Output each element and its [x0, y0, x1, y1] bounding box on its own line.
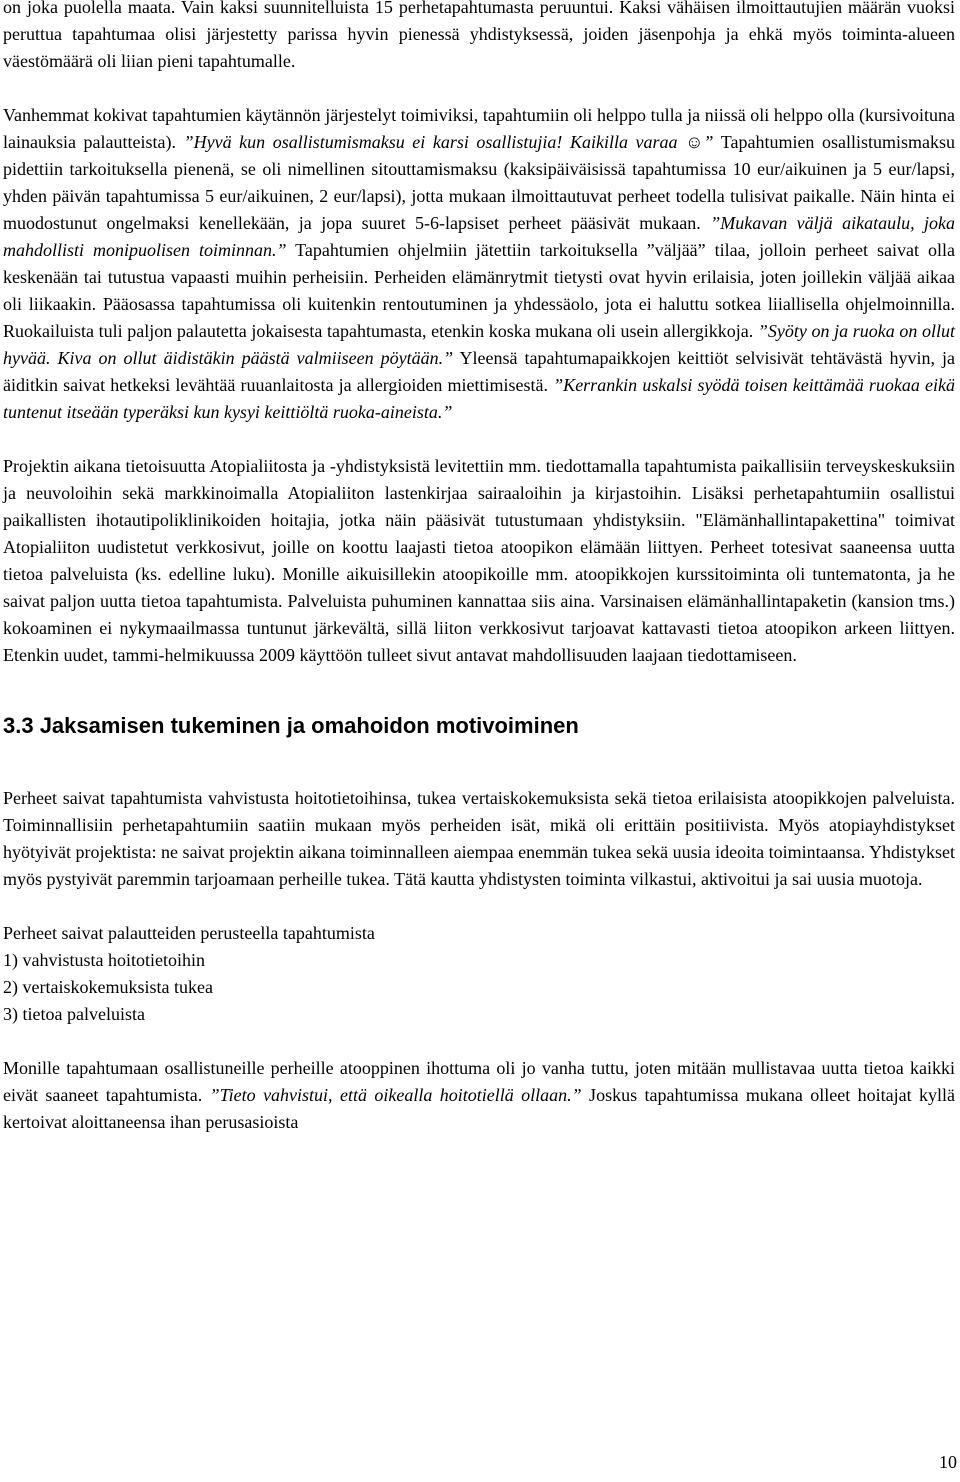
feedback-list	[3, 920, 955, 1028]
feedback-quote: ”Tieto vahvistui, että oikealla hoitotiellä ollaan.”	[209, 1085, 582, 1105]
paragraph-text: Joskus tapahtumissa mukana olleet hoitajat kyllä kertoivat aloittaneensa ihan perusasioista	[3, 1085, 956, 1132]
paragraph-text: Projektin aikana tietoisuutta Atopialiitosta ja -yhdistyksistä levitettiin mm. tiedottamalla tapahtumista paikallisiin terveyskeskuksiin ja neuvoloihin sekä markkinoimalla Atopialiiton lastenkirjaa sairaaloihin ja kirjastoihin. Lisäksi perhetapahtumiin osallistui paikallisten ihotautipoliklinikoiden hoitajia, jotka näin pääsivät tutustumaan yhdistyksiin. "Elämänhallintapakettina" toimivat Atopialiiton uudistetut verkkosivut, joille on koottu laajasti tietoa atoopikon elämään liittyen. Perheet totesivat saaneensa uutta tietoa palveluista (ks. edelline luku). Monille aikuisillekin atoopikoille mm. atoopikkojen kurssitoiminta oli tuntematonta, ja he saivat paljon uutta tietoa tapahtumista. Palveluista puhuminen kannattaa siis aina. Varsinaisen elämänhallintapaketin (kansion tms.) kokoaminen ei nykymaailmassa tuntunut järkevältä, sillä liiton verkkosivut tarjoavat kattavasti tietoa atoopikon arkeen liittyen. Etenkin uudet, tammi-helmikuussa 2009 käyttöön tulleet sivut antavat mahdollisuuden laajaan tiedottamiseen.	[3, 456, 955, 665]
paragraph-intro	[3, 0, 955, 75]
paragraph-text: Tapahtumien osallistumismaksu pidettiin tarkoituksella pienenä, se oli nimellinen sitouttamismaksu (kaksipäiväisissä tapahtumissa 10 eur/aikuinen ja 5 eur/lapsi, yhden päivän tapahtumissa 5 eur/aikuinen, 2 eur/lapsi), jotta mukaan ilmoittautuvat perheet todella tulisivat paikalle. Näin hinta ei muodostunut ongelmaksi kenellekään, ja jopa suuret 5-6-lapsiset perheet pääsivät mukaan.	[3, 132, 956, 233]
page-number: 10	[939, 1452, 957, 1472]
paragraph-feedback	[3, 102, 955, 426]
feedback-quote: ”Kerrankin uskalsi syödä toisen keittämää ruokaa eikä tuntenut itseään typeräksi kun kysyi keittiöltä ruoka-aineista.”	[3, 375, 955, 422]
paragraph-text: Tapahtumien ohjelmiin jätettiin tarkoituksella ”väljää” tilaa, jolloin perheet saivat olla keskenään tai tutustua vapaasti muihin perheisiin. Perheiden elämänrytmit tietysti ovat hyvin erilaisia, joten joillekin väljää aikaa oli liikaakin. Pääosassa tapahtumissa oli kuitenkin rentoutuminen ja yhdessäolo, jota ei haluttu sotkea liiallisella ohjelmoinnilla. Ruokailuista tuli paljon palautetta jokaisesta tapahtumasta, etenkin koska mukana oli usein allergikkoja.	[3, 240, 955, 341]
paragraph-text: Monille tapahtumaan osallistuneille perheille atooppinen ihottuma oli jo vanha tuttu, joten mitään mullistavaa uutta tietoa kaikki eivät saaneet tapahtumista.	[3, 1058, 955, 1105]
list-intro: Perheet saivat palautteiden perusteella tapahtumista	[3, 923, 375, 943]
paragraph-text: Vanhemmat kokivat tapahtumien käytännön järjestelyt toimiviksi, tapahtumiin oli helppo tulla ja niissä oli helppo olla (kursivoituna lainauksia palautteista).	[3, 105, 955, 152]
paragraph-closing	[3, 1055, 955, 1136]
list-item: 2) vertaiskokemuksista tukea	[3, 977, 213, 997]
section-heading: 3.3 Jaksamisen tukeminen ja omahoidon motivoiminen	[3, 713, 579, 738]
paragraph-awareness	[3, 453, 955, 669]
paragraph-support	[3, 785, 955, 893]
paragraph-text: Perheet saivat tapahtumista vahvistusta hoitotietoihinsa, tukea vertaiskokemuksista sekä tietoa erilaisista atoopikkojen palveluista. Toiminnallisiin perhetapahtumiin saatiin mukaan myös perheiden isät, mikä oli erittäin positiivista. Myös atopiayhdistykset hyötyivät projektista: ne saivat projektin aikana toiminnalleen aiempaa enemmän tukea sekä uusia ideoita toimintaansa. Yhdistykset myös pystyivät paremmin tarjoamaan perheille tukea. Tätä kautta yhdistysten toiminta vilkastui, aktivoitui ja sai uusia muotoja.	[3, 788, 955, 889]
document-page	[3, 0, 955, 1136]
list-item: 1) vahvistusta hoitotietoihin	[3, 950, 205, 970]
feedback-quote: ”Hyvä kun osallistumismaksu ei karsi osallistujia! Kaikilla varaa ☺”	[183, 132, 714, 152]
list-item: 3) tietoa palveluista	[3, 1004, 145, 1024]
paragraph-text: on joka puolella maata. Vain kaksi suunnitelluista 15 perhetapahtumasta peruuntui. Kaksi vähäisen ilmoittautujien määrän vuoksi peruttua tapahtumaa olisi järjestetty parissa hyvin pienessä yhdistyksessä, joiden jäsenpohja ja ehkä myös toiminta-alueen väestömäärä oli liian pieni tapahtumalle.	[3, 0, 955, 71]
feedback-quote: ”Mukavan väljä aikataulu, joka mahdollisti monipuolisen toiminnan.”	[3, 213, 955, 260]
paragraph-text: Yleensä tapahtumapaikkojen keittiöt selvisivät tehtävästä hyvin, ja äiditkin saivat hetkeksi levähtää ruuanlaitosta ja allergioiden miettimisestä.	[3, 348, 955, 395]
feedback-quote: ”Syöty on ja ruoka on ollut hyvää. Kiva on ollut äidistäkin päästä valmiiseen pöytään.”	[3, 321, 955, 368]
